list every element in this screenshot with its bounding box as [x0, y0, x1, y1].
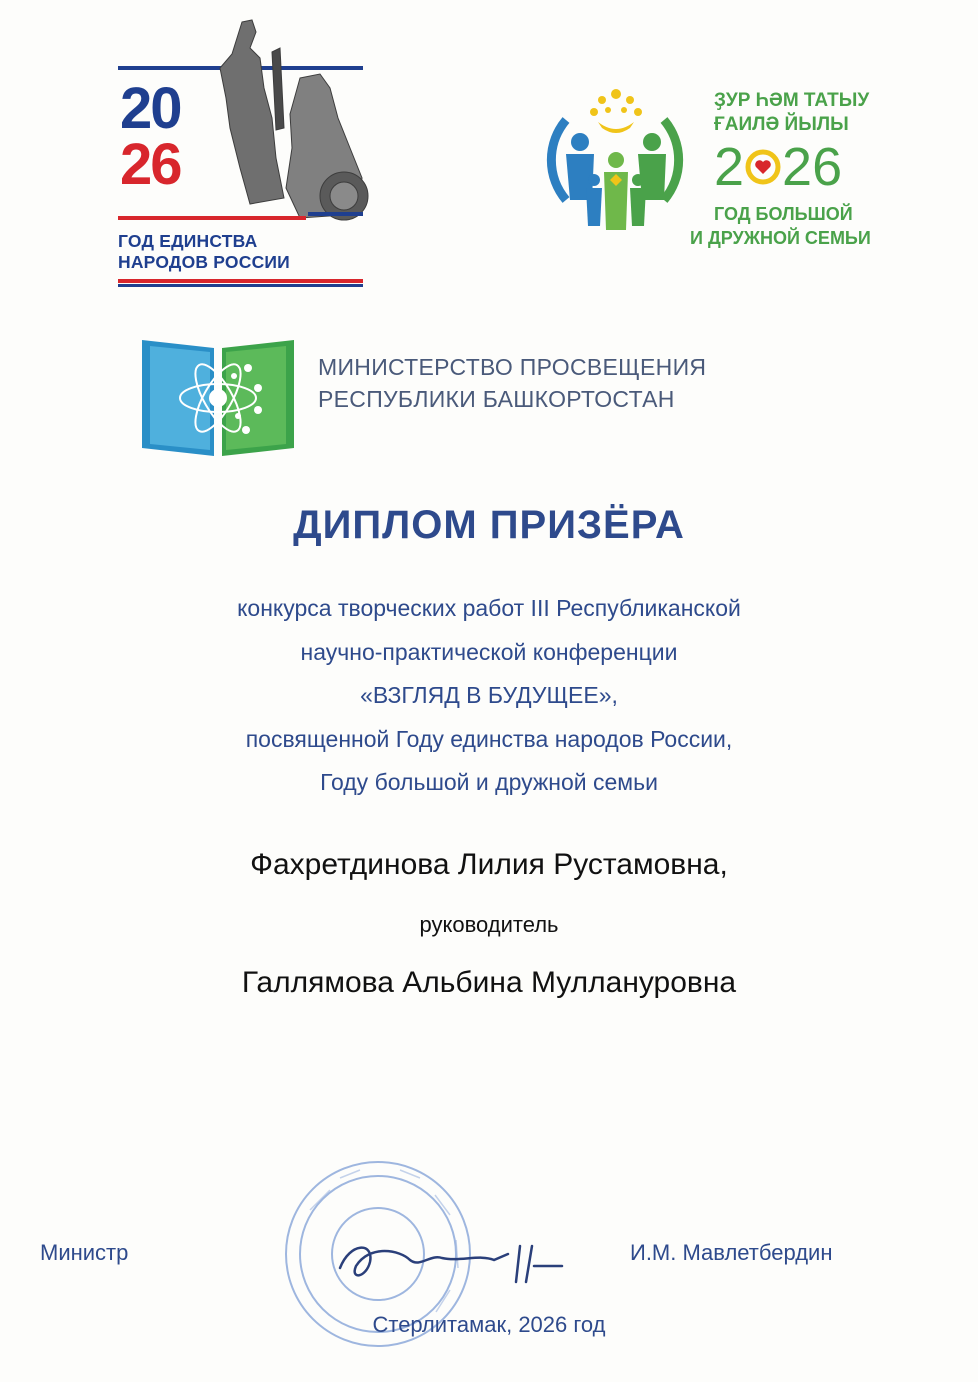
ministry-header [138, 332, 778, 460]
family-logo-line1: ҘУР ҺӘМ ТАТЫУ [714, 90, 870, 111]
description-line: научно-практической конференции [300, 638, 678, 665]
awardee-name: Фахретдинова Лилия Рустамовна, [250, 848, 728, 881]
unity-year-logo [118, 18, 368, 293]
ministry-name-line2: РЕСПУБЛИКИ БАШКОРТОСТАН [318, 386, 675, 412]
description-line: конкурса творческих работ III Республиканской [237, 595, 741, 621]
minister-title: Министр [40, 1240, 129, 1265]
logo-stripe-mid-blue [308, 212, 363, 216]
diploma-description [0, 587, 978, 805]
diploma-title: ДИПЛОМ ПРИЗЁРА [293, 503, 685, 547]
family-logo-line2: ҒАИЛӘ ЙЫЛЫ [714, 114, 849, 135]
role-label: руководитель [419, 912, 559, 937]
logo-unity-line1: ГОД ЕДИНСТВА [118, 231, 258, 251]
logo-stripe-bottom-red [118, 279, 363, 283]
logo-year-top: 20 [120, 76, 181, 141]
family-logo-year-b: 26 [782, 137, 843, 197]
description-line: Году большой и дружной семьи [320, 769, 658, 795]
logo-year-bottom: 26 [120, 132, 181, 197]
ministry-book-icon [138, 332, 298, 460]
family-logo-line3: ГОД БОЛЬШОЙ [714, 204, 853, 224]
logo-unity-line2: НАРОДОВ РОССИИ [118, 252, 290, 272]
supervisor-name: Галлямова Альбина Муллануровна [241, 966, 737, 999]
logo-stripe-bottom-blue [118, 284, 363, 287]
ministry-name-line1: МИНИСТЕРСТВО ПРОСВЕЩЕНИЯ [318, 354, 707, 380]
description-line: «ВЗГЛЯД В БУДУЩЕЕ», [360, 682, 618, 708]
family-emblem-icon [536, 80, 696, 250]
place-and-year: Стерлитамак, 2026 год [372, 1312, 606, 1337]
family-year-logo [536, 80, 896, 250]
minister-name: И.М. Мавлетбердин [630, 1240, 833, 1265]
monument-icon [180, 18, 370, 228]
heart-zero-icon [744, 146, 782, 188]
description-line: посвященной Году единства народов России, [245, 725, 733, 752]
family-logo-line4: И ДРУЖНОЙ СЕМЬИ [690, 228, 871, 248]
logo-stripe-mid [118, 216, 306, 220]
family-logo-year-a: 2 [714, 137, 745, 197]
family-logo-year [714, 136, 843, 197]
